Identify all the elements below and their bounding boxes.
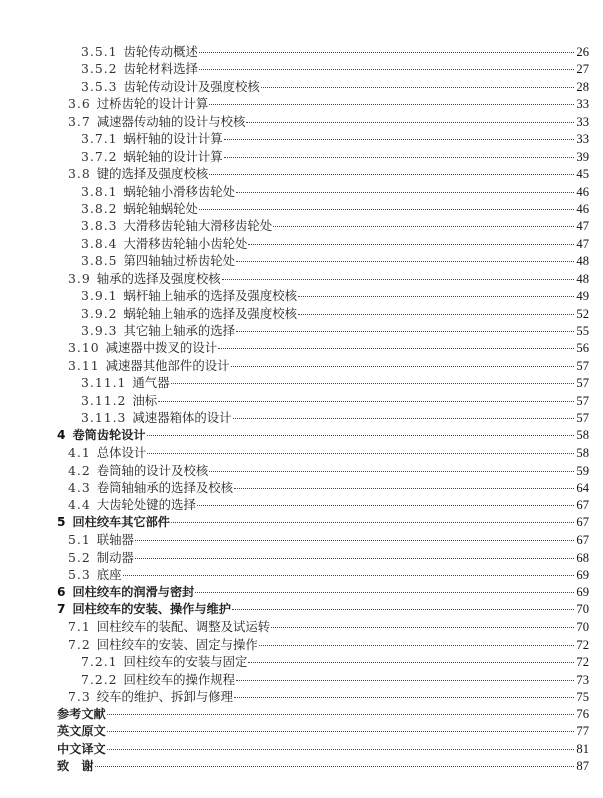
dot-leader [259,645,574,646]
toc-entry-number: 3.8.3 [81,218,118,234]
toc-entry-3-11-2[interactable] [0,392,603,409]
dot-leader [135,540,574,541]
toc-entry-page-number: 56 [576,341,589,356]
toc-entry-page-number: 26 [576,45,589,59]
toc-entry-3-5-1[interactable] [0,43,603,60]
toc-entry-title: 回柱绞车其它部件 [72,514,170,529]
dot-leader [224,139,574,140]
toc-entry-3-11-1[interactable] [0,374,603,391]
toc-entry-title: 中文译文 [57,741,106,756]
toc-entry-6[interactable] [0,584,603,601]
toc-entry-number: 4.4 [68,497,91,513]
toc-entry-number: 5.2 [68,549,91,565]
dot-leader [123,575,575,576]
toc-entry-page-number: 70 [576,602,589,616]
toc-entry-title: 大滑移齿轮轴大滑移齿轮处 [123,218,273,234]
toc-entry-page-number: 45 [576,167,589,182]
toc-entry-3-7-1[interactable] [0,130,603,147]
toc-entry-title: 蜗轮轴小滑移齿轮处 [123,183,236,199]
dot-leader [195,592,574,593]
toc-entry-title: 齿轮传动设计及强度校核 [123,78,260,94]
toc-entry-page-number: 67 [576,533,589,548]
toc-entry-number: 3.11.2 [81,392,127,408]
dot-leader [218,348,574,349]
toc-entry-number: 3.8 [68,166,91,182]
toc-entry-3-7[interactable] [0,113,603,130]
toc-entry-page-number: 75 [576,690,589,705]
dot-leader [232,609,574,610]
toc-entry-page-number: 48 [576,271,589,286]
dot-leader [95,766,574,767]
toc-entry-number: 3.9.2 [81,305,118,321]
toc-entry-3-8[interactable] [0,165,603,182]
dot-leader [231,366,575,367]
dot-leader [271,627,574,628]
toc-entry-page-number: 48 [576,254,589,269]
toc-entry-title: 蜗轮轴上轴承的选择及强度校核 [123,305,297,321]
dot-leader [199,69,574,70]
toc-entry-3-11-3[interactable] [0,409,603,426]
dot-leader [233,418,574,419]
dot-leader [107,749,574,750]
toc-entry-7-1[interactable] [0,618,603,635]
toc-entry-title: 底座 [96,567,122,583]
toc-entry-page-number: 33 [576,132,589,147]
toc-entry-3-5-2[interactable] [0,60,603,77]
toc-entry-title: 回柱绞车的装配、调整及试运转 [96,619,271,635]
toc-entry-4-1[interactable] [0,444,603,461]
toc-entry-title: 绞车的维护、拆卸与修理 [96,689,234,705]
toc-entry-title: 联轴器 [96,532,134,548]
toc-entry-page-number: 47 [576,219,589,234]
toc-entry-number: 3.6 [68,96,91,112]
toc-entry-page-number: 67 [576,514,589,529]
toc-entry-title: 蜗杆轴的设计计算 [123,131,223,147]
toc-entry-3-8-4[interactable] [0,235,603,252]
dot-leader [107,714,574,715]
toc-entry-page-number: 76 [576,706,589,721]
toc-entry-number: 7.1 [68,619,91,635]
dot-leader [236,192,574,193]
toc-entry-5-2[interactable] [0,549,603,566]
table-of-contents [0,43,603,775]
toc-entry-5-3[interactable] [0,566,603,583]
toc-entry-title: 总体设计 [96,445,147,461]
toc-entry-title: 大齿轮处键的选择 [96,497,196,513]
toc-entry-back-matter-38[interactable] [0,706,603,723]
toc-entry-3-8-5[interactable] [0,252,603,269]
toc-entry-page-number: 72 [576,637,589,652]
toc-entry-number: 4.1 [68,445,91,461]
toc-entry-3-9[interactable] [0,270,603,287]
toc-entry-number: 5 [57,514,66,529]
toc-entry-title: 过桥齿轮的设计计算 [96,96,209,112]
toc-entry-title: 回柱绞车的安装、固定与操作 [96,636,258,652]
toc-entry-page-number: 57 [576,393,589,408]
toc-entry-title: 卷筒轴的设计及校核 [96,462,209,478]
dot-leader [171,383,574,384]
toc-entry-page-number: 81 [576,741,589,756]
toc-entry-back-matter-39[interactable] [0,723,603,740]
toc-entry-title: 回柱绞车的操作规程 [123,671,236,687]
dot-leader [236,680,574,681]
toc-entry-number: 3.7.1 [81,131,118,147]
toc-entry-number: 5.1 [68,532,91,548]
toc-entry-number: 7.3 [68,689,91,705]
toc-entry-page-number: 46 [576,201,589,216]
dot-leader [199,209,574,210]
dot-leader [222,279,574,280]
toc-entry-number: 3.7.2 [81,148,118,164]
dot-leader [209,471,574,472]
dot-leader [298,314,574,315]
dot-leader [171,522,574,523]
toc-entry-title: 大滑移齿轮轴小齿轮处 [123,235,248,251]
toc-entry-title: 减速器传动轴的设计与校核 [96,113,246,129]
toc-entry-title: 蜗轮轴蜗轮处 [123,200,198,216]
toc-entry-3-11[interactable] [0,357,603,374]
toc-entry-page-number: 69 [576,568,589,583]
toc-entry-number: 3.9.1 [81,288,118,304]
toc-entry-3-5-3[interactable] [0,78,603,95]
dot-leader [107,731,574,732]
toc-entry-page-number: 69 [576,584,589,599]
dot-leader [209,174,574,175]
toc-entry-number: 4.3 [68,479,91,495]
toc-entry-title: 回柱绞车的安装、操作与维护 [72,602,231,616]
toc-entry-title: 英文原文 [57,724,106,739]
toc-entry-number: 3.7 [68,113,91,129]
toc-entry-page-number: 27 [576,62,589,77]
toc-entry-number: 3.8.4 [81,235,118,251]
toc-entry-page-number: 58 [576,446,589,461]
toc-entry-title: 卷筒轴轴承的选择及校核 [96,479,234,495]
dot-leader [298,296,574,297]
dot-leader [234,488,574,489]
toc-entry-page-number: 46 [576,184,589,199]
toc-entry-5-1[interactable] [0,531,603,548]
toc-entry-number: 7.2.2 [81,671,118,687]
toc-entry-back-matter-40[interactable] [0,741,603,758]
toc-entry-3-8-1[interactable] [0,183,603,200]
dot-leader [209,104,574,105]
toc-entry-number: 7 [57,602,66,616]
toc-entry-4-2[interactable] [0,462,603,479]
toc-entry-number: 3.5.3 [81,78,118,94]
dot-leader [234,697,574,698]
dot-leader [273,226,574,227]
toc-entry-title: 齿轮传动概述 [123,44,198,59]
toc-entry-page-number: 59 [576,463,589,478]
dot-leader [224,157,574,158]
toc-entry-title: 蜗杆轴上轴承的选择及强度校核 [123,288,297,304]
toc-entry-page-number: 52 [576,306,589,321]
toc-entry-back-matter-41[interactable] [0,758,603,775]
toc-entry-3-6[interactable] [0,95,603,112]
toc-entry-title: 减速器箱体的设计 [132,410,232,426]
toc-entry-3-9-2[interactable] [0,305,603,322]
toc-entry-4[interactable] [0,427,603,444]
toc-entry-number: 3.8.1 [81,183,118,199]
dot-leader [261,87,574,88]
toc-entry-page-number: 57 [576,376,589,391]
toc-entry-7-3[interactable] [0,688,603,705]
toc-entry-title: 减速器中拨叉的设计 [105,340,218,356]
toc-entry-title: 齿轮材料选择 [123,61,198,77]
toc-entry-title: 致 谢 [57,758,94,773]
dot-leader [199,52,574,53]
toc-entry-3-8-3[interactable] [0,217,603,234]
toc-entry-page-number: 77 [576,724,589,739]
toc-entry-number: 3.5.2 [81,61,118,77]
toc-entry-page-number: 58 [576,427,589,442]
toc-entry-3-8-2[interactable] [0,200,603,217]
dot-leader [197,505,574,506]
toc-entry-page-number: 57 [576,358,589,373]
toc-entry-7-2[interactable] [0,636,603,653]
dot-leader [135,558,574,559]
dot-leader [158,401,574,402]
dot-leader [248,662,574,663]
dot-leader [147,453,574,454]
dot-leader [248,244,574,245]
toc-entry-title: 第四轴轴过桥齿轮处 [123,253,236,269]
toc-entry-3-10[interactable] [0,339,603,356]
toc-entry-number: 3.9.3 [81,323,118,338]
toc-entry-3-7-2[interactable] [0,148,603,165]
toc-entry-page-number: 72 [576,655,589,670]
toc-entry-title: 蜗轮轴的设计计算 [123,148,223,164]
toc-entry-page-number: 33 [576,97,589,112]
toc-entry-page-number: 64 [576,480,589,495]
toc-entry-title: 轴承的选择及强度校核 [96,270,221,286]
toc-entry-number: 3.8.5 [81,253,118,269]
toc-entry-title: 回柱绞车的润滑与密封 [72,584,195,599]
toc-entry-number: 4.2 [68,462,91,478]
toc-entry-3-9-1[interactable] [0,287,603,304]
toc-entry-number: 6 [57,584,66,599]
toc-entry-page-number: 55 [576,324,589,338]
toc-entry-page-number: 49 [576,289,589,304]
toc-entry-number: 7.2 [68,636,91,652]
toc-entry-page-number: 39 [576,149,589,164]
toc-entry-title: 参考文献 [57,706,106,721]
toc-entry-number: 3.11.1 [81,375,127,391]
toc-entry-number: 4 [57,427,66,442]
toc-entry-title: 卷筒齿轮设计 [72,427,146,442]
toc-entry-number: 3.11.3 [81,410,127,426]
toc-entry-3-9-3[interactable] [0,322,603,339]
toc-entry-title: 通气器 [132,375,170,391]
toc-entry-7-2-2[interactable] [0,671,603,688]
toc-entry-title: 键的选择及强度校核 [96,166,209,182]
toc-entry-page-number: 87 [576,758,589,773]
toc-entry-4-4[interactable] [0,496,603,513]
toc-entry-4-3[interactable] [0,479,603,496]
dot-leader [236,331,574,332]
toc-entry-number: 5.3 [68,567,91,583]
toc-entry-number: 3.8.2 [81,200,118,216]
toc-entry-page-number: 33 [576,114,589,129]
toc-entry-5[interactable] [0,514,603,531]
toc-entry-page-number: 73 [576,672,589,687]
toc-entry-page-number: 70 [576,620,589,635]
toc-entry-page-number: 67 [576,498,589,513]
dot-leader [236,261,574,262]
toc-entry-title: 制动器 [96,549,134,565]
toc-entry-number: 3.10 [68,340,100,356]
toc-entry-title: 油标 [132,392,158,408]
toc-entry-number: 3.5.1 [81,44,118,59]
toc-entry-title: 其它轴上轴承的选择 [123,323,236,338]
toc-entry-page-number: 57 [576,411,589,426]
toc-entry-title: 减速器其他部件的设计 [105,357,230,373]
toc-entry-7[interactable] [0,601,603,618]
toc-entry-number: 3.9 [68,270,91,286]
toc-entry-page-number: 68 [576,550,589,565]
toc-entry-number: 7.2.1 [81,654,118,670]
toc-entry-page-number: 28 [576,79,589,94]
dot-leader [246,122,574,123]
dot-leader [147,435,574,436]
toc-entry-page-number: 47 [576,236,589,251]
toc-entry-title: 回柱绞车的安装与固定 [123,654,248,670]
toc-entry-number: 3.11 [68,357,100,373]
toc-entry-7-2-1[interactable] [0,653,603,670]
